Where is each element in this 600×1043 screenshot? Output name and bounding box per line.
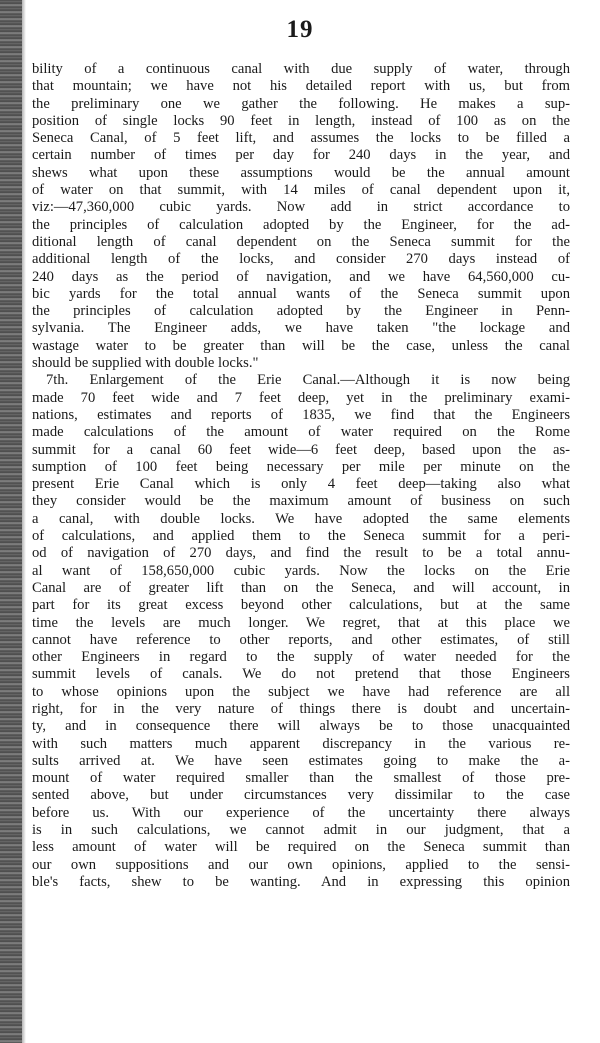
text-line: is in such calculations, we cannot admit in our judgment, that a — [32, 822, 570, 839]
text-line: that mountain; we have not his detailed report with us, but from — [32, 78, 570, 95]
text-line: less amount of water will be required on the Seneca summit than — [32, 839, 570, 856]
text-line: wastage water to be greater than will be the case, unless the canal — [32, 337, 570, 354]
text-line: shews what upon these assumptions would be the annual amount — [32, 164, 570, 181]
page-number: 19 — [286, 16, 314, 43]
text-line: sults arrived at. We have seen estimates going to make the a- — [32, 752, 570, 769]
text-line: right, for in the very nature of things there is doubt and uncertain- — [32, 700, 570, 717]
text-line: they consider would be the maximum amount of business on such — [32, 493, 570, 510]
text-line: certain number of times per day for 240 days in the year, and — [32, 147, 570, 164]
text-line: cannot have reference to other reports, and other estimates, of still — [32, 631, 570, 648]
text-line: bility of a continuous canal with due supply of water, through — [32, 61, 570, 77]
text-line: al want of 158,650,000 cubic yards. Now the locks on the Erie — [32, 562, 570, 579]
text-line: time the levels are much longer. We regret, that at this place we — [32, 614, 570, 631]
text-line: bic yards for the total annual wants of the Seneca summit upon — [32, 285, 570, 302]
text-line: of water on that summit, with 14 miles of canal dependent upon it, — [32, 182, 570, 199]
text-line: od of navigation of 270 days, and find the result to be a total annu- — [32, 545, 570, 562]
text-line: with such matters much apparent discrepancy in the various re- — [32, 735, 570, 752]
text-line: sumption of 100 feet being necessary per mile per minute on the — [32, 458, 570, 475]
text-line: ty, and in consequence there will always be to those unacquainted — [32, 718, 570, 735]
text-line: sented above, but under circumstances very dissimilar to the case — [32, 787, 570, 804]
text-line: of calculations, and applied them to the Seneca summit for a peri- — [32, 528, 570, 545]
text-line: our own suppositions and our own opinions, applied to the sensi- — [32, 856, 570, 873]
text-line: other Engineers in regard to the supply of water needed for the — [32, 649, 570, 666]
text-line: the principles of calculation adopted by the Engineer in Penn- — [32, 303, 570, 320]
text-line: before us. With our experience of the uncertainty there always — [32, 804, 570, 821]
body-text — [32, 61, 570, 891]
text-line: position of single locks 90 feet in length, instead of 100 as on the — [32, 112, 570, 129]
text-line: additional length of the locks, and consider 270 days instead of — [32, 251, 570, 268]
text-line: mount of water required smaller than the smallest of those pre- — [32, 770, 570, 787]
text-line: made calculations of the amount of water required on the Rome — [32, 424, 570, 441]
text-line: viz:—47,360,000 cubic yards. Now add in strict accordance to — [32, 199, 570, 216]
text-line: the principles of calculation adopted by the Engineer, for the ad- — [32, 216, 570, 233]
text-line: to whose opinions upon the subject we have had reference are all — [32, 683, 570, 700]
text-line: ditional length of canal dependent on the Seneca summit for the — [32, 233, 570, 250]
text-line: summit for a canal 60 feet wide—6 feet deep, based upon the as- — [32, 441, 570, 458]
text-line: Canal are of greater lift than on the Seneca, and will account, in — [32, 579, 570, 596]
text-line: a canal, with double locks. We have adopted the same elements — [32, 510, 570, 527]
text-line: the preliminary one we gather the following. He makes a sup- — [32, 95, 570, 112]
scan-binding-edge — [0, 0, 22, 1043]
text-line: nations, estimates and reports of 1835, we find that the Engineers — [32, 406, 570, 423]
text-line: Seneca Canal, of 5 feet lift, and assumes the locks to be filled a — [32, 130, 570, 147]
text-line: 240 days as the period of navigation, and we have 64,560,000 cu- — [32, 268, 570, 285]
text-line: summit levels of canals. We do not pretend that those Engineers — [32, 666, 570, 683]
text-line: present Erie Canal which is only 4 feet deep—taking also what — [32, 476, 570, 493]
text-line: should be supplied with double locks." — [32, 355, 259, 372]
text-line: sylvania. The Engineer adds, we have taken "the lockage and — [32, 320, 570, 337]
text-line: made 70 feet wide and 7 feet deep, yet in the preliminary exami- — [32, 389, 570, 406]
text-line: 7th. Enlargement of the Erie Canal.—Although it is now being — [46, 372, 570, 389]
text-line: ble's facts, shew to be wanting. And in expressing this opinion — [32, 873, 570, 890]
text-line: part for its great excess beyond other calculations, but at the same — [32, 597, 570, 614]
